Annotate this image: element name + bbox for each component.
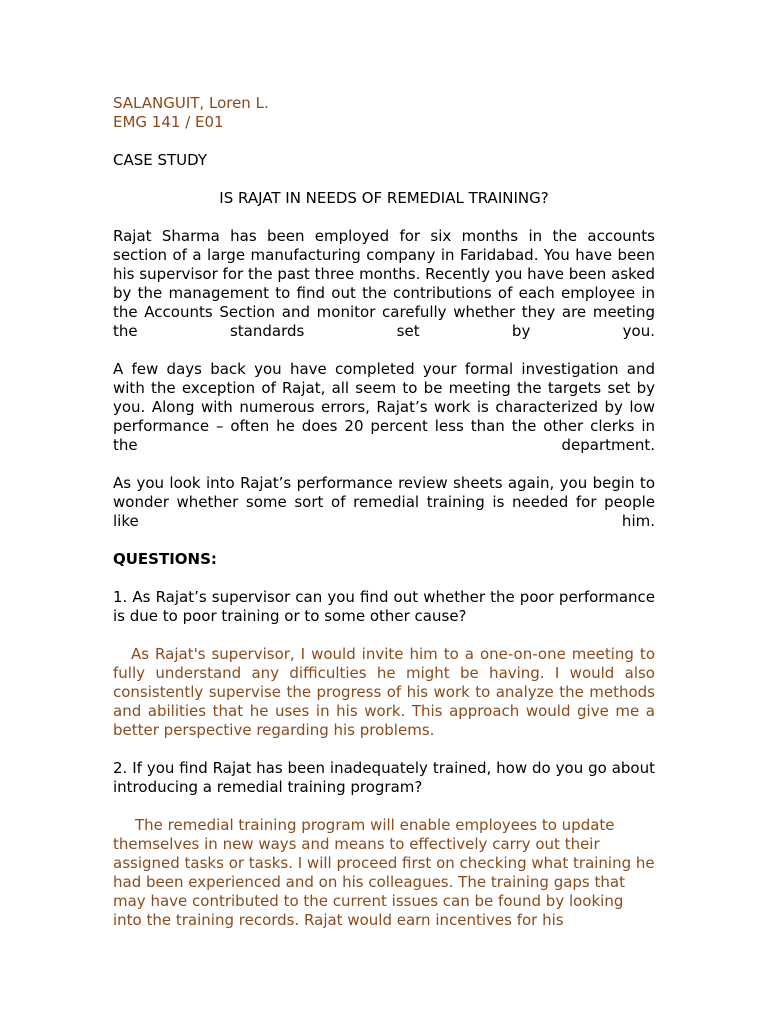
questions-heading: QUESTIONS: <box>113 550 217 568</box>
answer-2: The remedial training program will enable employees to update themselves in new ways and means to effectively carry out their assigned tasks or tasks. I will proceed first on checking what training he had been experienced and on his colleagues. The training gaps that may have contributed to the current issues can be found by looking into the training records. Rajat would earn incentives for his <box>113 816 655 929</box>
question-1: 1. As Rajat’s supervisor can you find out whether the poor performance is due to poor training or to some other cause? <box>113 588 655 625</box>
case-study-label: CASE STUDY <box>113 151 208 169</box>
case-paragraph-2: A few days back you have completed your formal investigation and with the exception of Rajat, all seem to be meeting the targets set by you. Along with numerous errors, Rajat’s work is characterized by low performance – often he does 20 percent less than the other clerks in the department. <box>113 360 655 454</box>
case-paragraph-1: Rajat Sharma has been employed for six months in the accounts section of a large manufacturing company in Faridabad. You have been his supervisor for the past three months. Recently you have been asked by the management to find out the contributions of each employee in the Accounts Section and monitor carefully whether they are meeting the standards set by you. <box>113 227 655 340</box>
course-code: EMG 141 / E01 <box>113 113 224 131</box>
document-page <box>113 94 655 930</box>
case-paragraph-3: As you look into Rajat’s performance review sheets again, you begin to wonder whether some sort of remedial training is needed for people like him. <box>113 474 655 530</box>
document-title: IS RAJAT IN NEEDS OF REMEDIAL TRAINING? <box>219 189 549 207</box>
question-2: 2. If you find Rajat has been inadequately trained, how do you go about introducing a remedial training program? <box>113 759 655 796</box>
author-name: SALANGUIT, Loren L. <box>113 94 269 112</box>
answer-1: As Rajat's supervisor, I would invite him to a one-on-one meeting to fully understand any difficulties he might be having. I would also consistently supervise the progress of his work to analyze the methods and abilities that he uses in his work. This approach would give me a better perspective regarding his problems. <box>113 645 655 739</box>
